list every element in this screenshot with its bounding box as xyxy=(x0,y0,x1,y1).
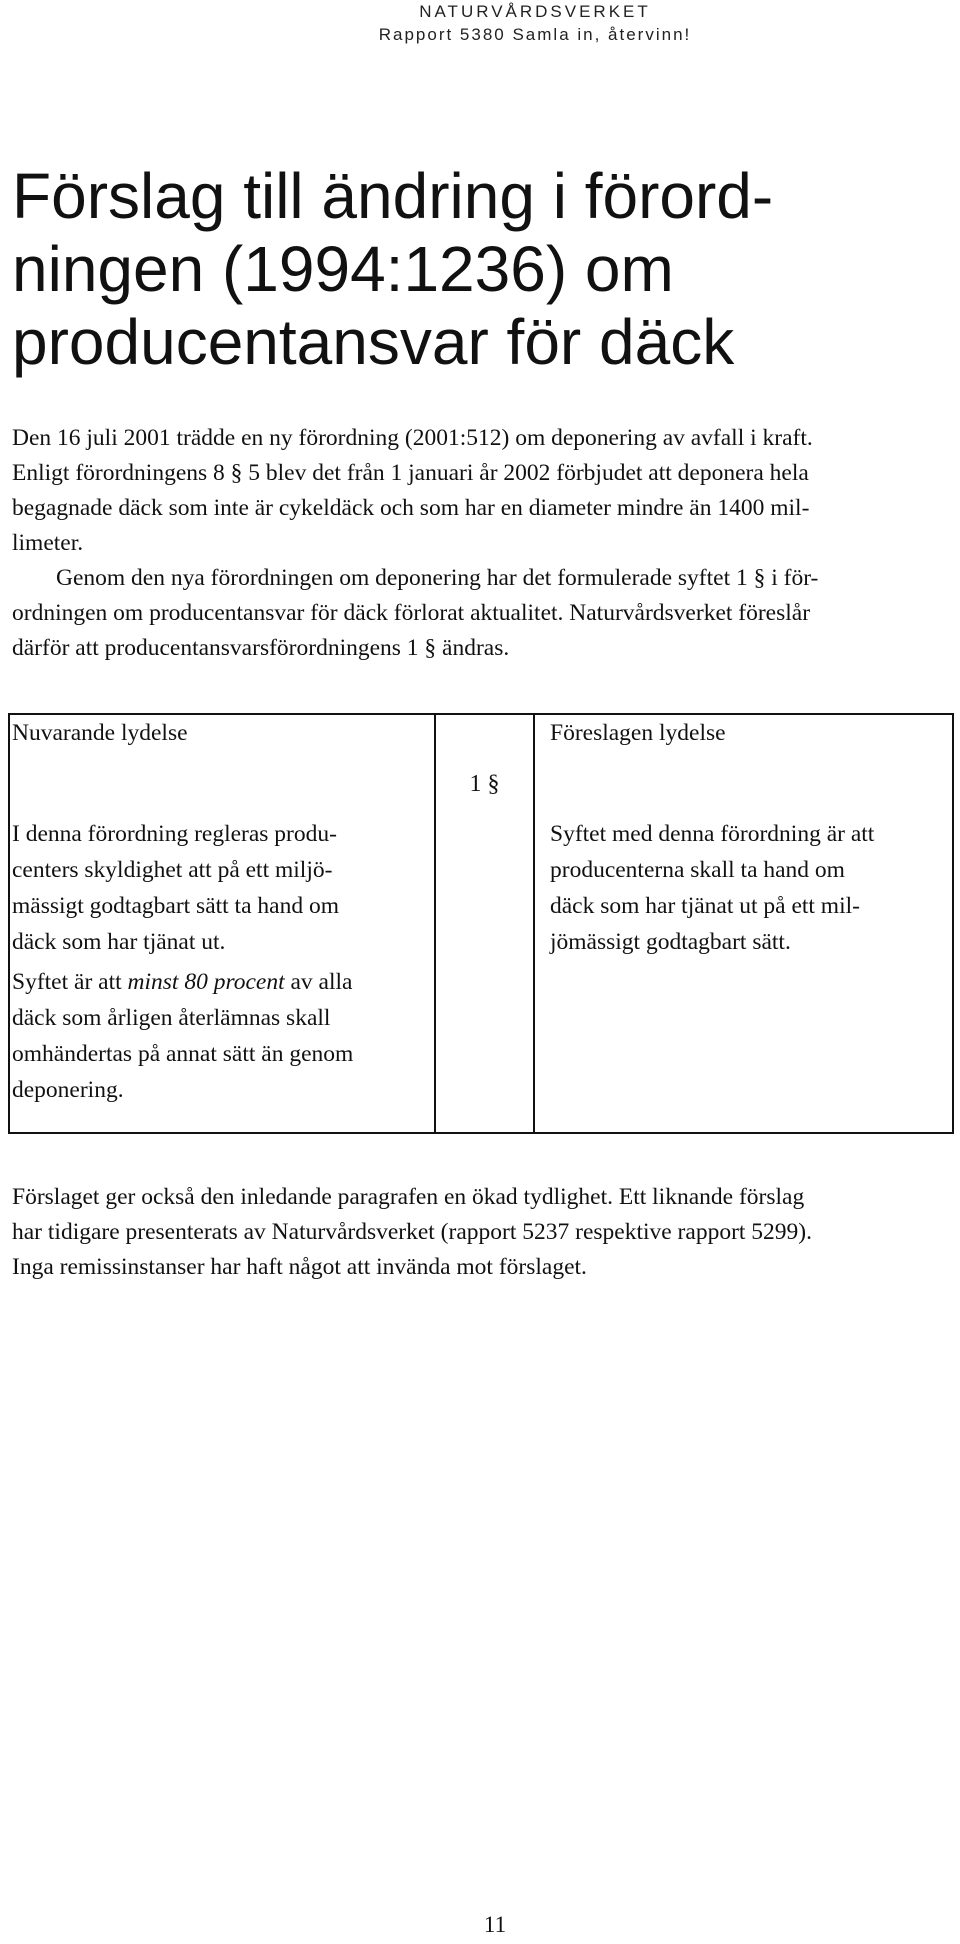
title-line: ningen (1994:1236) om xyxy=(12,233,674,305)
text-line: Inga remissinstanser har haft något att invända mot förslaget. xyxy=(12,1254,587,1280)
current-paragraph-1 xyxy=(12,816,427,960)
conclusion-paragraph xyxy=(12,1180,957,1285)
section-label: 1 § xyxy=(469,771,500,797)
column-divider xyxy=(533,715,535,1132)
text-line: däck som har tjänat ut. xyxy=(12,929,226,955)
text-line: Syftet med denna förordning är att xyxy=(550,821,875,847)
text-line: Förslaget ger också den inledande paragrafen en ökad tydlighet. Ett liknande förslag xyxy=(12,1184,805,1210)
column-divider xyxy=(434,715,436,1132)
text-line: däck som har tjänat ut på ett mil- xyxy=(550,893,860,919)
text-line: Genom den nya förordningen om deponering har det formulerade syftet 1 § i för- xyxy=(56,565,819,591)
page-number: 11 xyxy=(483,1912,507,1937)
text-line: därför att producentansvarsförordningens 1 § ändras. xyxy=(12,635,510,661)
intro-text xyxy=(12,421,957,666)
running-header xyxy=(360,0,710,46)
header-report-title: Rapport 5380 Samla in, återvinn! xyxy=(378,25,692,44)
title-line: producentansvar för däck xyxy=(12,306,735,378)
text-line: mässigt godtagbart sätt ta hand om xyxy=(12,893,339,919)
text-line xyxy=(12,964,427,1000)
proposed-paragraph-1 xyxy=(550,816,950,960)
proposed-wording-header: Föreslagen lydelse xyxy=(550,720,726,746)
current-wording-column xyxy=(12,715,427,1108)
text-line: centers skyldighet att på ett miljö- xyxy=(12,857,333,883)
text-line: begagnade däck som inte är cykeldäck och som har en diameter mindre än 1400 mil- xyxy=(12,495,810,521)
text-line: producenterna skall ta hand om xyxy=(550,857,845,883)
comparison-table xyxy=(8,713,954,1134)
intro-paragraph-2 xyxy=(12,561,957,666)
text-line: I denna förordning regleras produ- xyxy=(12,821,337,847)
text-line: däck som årligen återlämnas skall xyxy=(12,1005,331,1031)
page-title xyxy=(12,160,942,379)
text-line: deponering. xyxy=(12,1077,124,1103)
text-line: Den 16 juli 2001 trädde en ny förordning (2001:512) om deponering av avfall i kraft. xyxy=(12,425,813,451)
conclusion-text xyxy=(12,1180,957,1285)
text-line: Enligt förordningens 8 § 5 blev det från 1 januari år 2002 förbjudet att deponera hela xyxy=(12,460,809,486)
text-line: har tidigare presenterats av Naturvårdsverket (rapport 5237 respektive rapport 5299). xyxy=(12,1219,812,1245)
current-wording-header: Nuvarande lydelse xyxy=(12,720,188,746)
intro-paragraph-1 xyxy=(12,421,957,561)
header-organization: NATURVÅRDSVERKET xyxy=(419,2,651,21)
text-line: limeter. xyxy=(12,530,84,556)
text-line: ordningen om producentansvar för däck förlorat aktualitet. Naturvårdsverket föreslår xyxy=(12,600,811,626)
section-column xyxy=(438,766,531,802)
emphasis-text: minst 80 procent xyxy=(127,969,285,995)
title-line: Förslag till ändring i förord- xyxy=(12,160,774,232)
text-run: av alla xyxy=(284,969,353,995)
proposed-wording-column xyxy=(550,715,950,960)
current-paragraph-2 xyxy=(12,964,427,1108)
text-line: omhändertas på annat sätt än genom xyxy=(12,1041,354,1067)
text-line: jömässigt godtagbart sätt. xyxy=(550,929,791,955)
text-run: Syftet är att xyxy=(12,969,128,995)
